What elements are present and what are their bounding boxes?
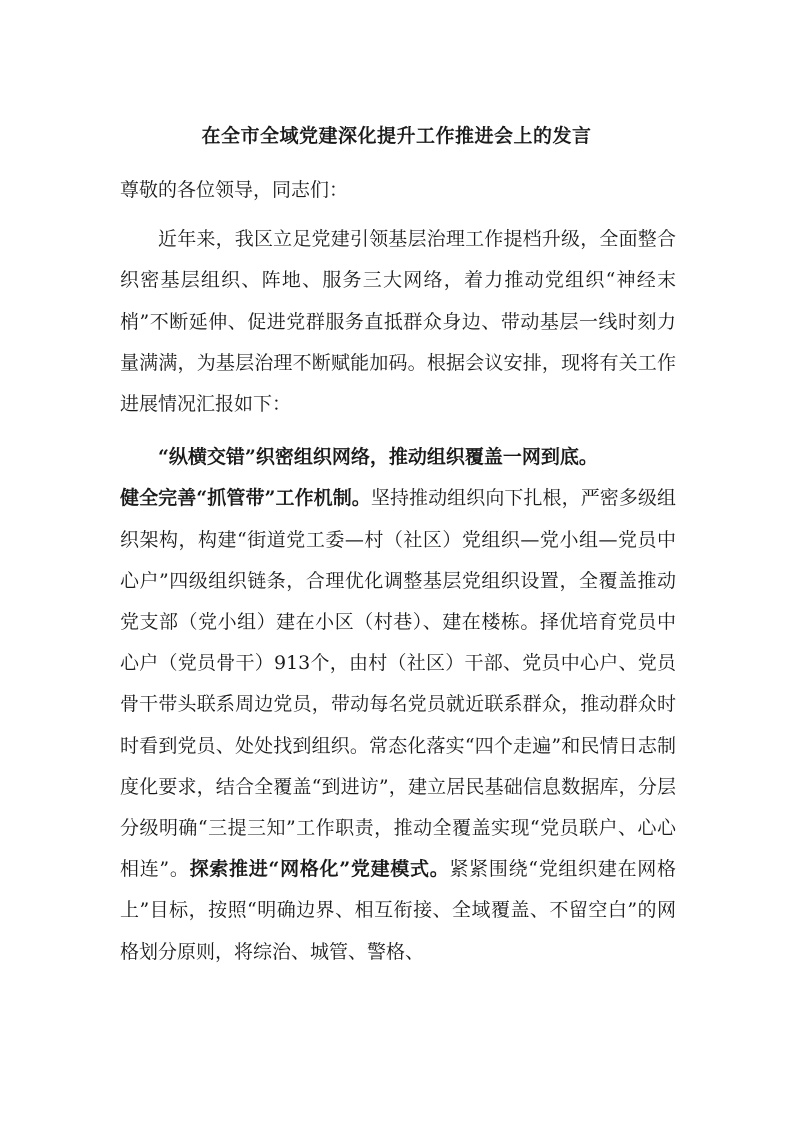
document-body xyxy=(120,170,676,973)
subparagraph-2: 紧紧围绕“党组织建在网格上”目标，按照“明确边界、相互衔接、全域覆盖、不留空白”的网格划分原则，将综治、城管、警格、 xyxy=(120,858,677,963)
section-1-heading xyxy=(120,437,676,478)
section-1-heading-text: “纵横交错”织密组织网络，推动组织覆盖一网到底。 xyxy=(158,446,598,469)
section-1-paragraph xyxy=(120,478,676,972)
subparagraph-1: 坚持推动组织向下扎根，严密多级组织架构，构建“街道党工委—村（社区）党组织—党小组—党员中心户”四级组织链条，合理优化调整基层党组织设置，全覆盖推动党支部（党小组）建在小区（村巷）、建在楼栋。择优培育党员中心户（党员骨干）913个，由村（社区）干部、党员中心户、党员骨干带头联系周边党员，带动每名党员就近联系群众，推动群众时时看到党员、处处找到组织。常态化落实“四个走遍”和民情日志制度化要求，结合全覆盖“到进访”，建立居民基础信息数据库，分层分级明确“三提三知”工作职责，推动全覆盖实现“党员联户、心心相连”。 xyxy=(120,487,676,881)
intro-paragraph: 近年来，我区立足党建引领基层治理工作提档升级，全面整合织密基层组织、阵地、服务三大网络，着力推动党组织“神经末梢”不断延伸、促进党群服务直抵群众身边、带动基层一线时刻力量满满，为基层治理不断赋能加码。根据会议安排，现将有关工作进展情况汇报如下： xyxy=(120,228,676,416)
subheading-2: 探索推进“网格化”党建模式。 xyxy=(189,858,450,881)
salutation: 尊敬的各位领导，同志们： xyxy=(120,179,349,201)
subheading-1: 健全完善“抓管带”工作机制。 xyxy=(120,487,371,510)
document-title: 在全市全域党建深化提升工作推进会上的发言 xyxy=(201,125,592,147)
